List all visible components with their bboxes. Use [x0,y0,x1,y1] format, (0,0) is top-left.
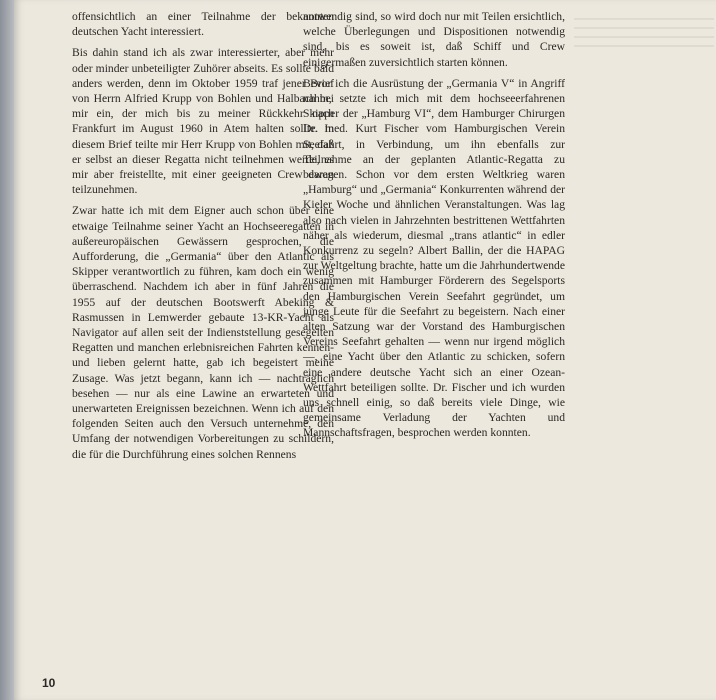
paragraph: offensichtlich an einer Teilnahme der bekannten deutschen Yacht interessiert. [72,10,334,39]
book-binding-edge [0,0,14,700]
paragraph: Bis dahin stand ich als zwar interessierter, aber mehr oder minder unbeteiligter Zuhörer abseits. Es sollte bald anders werden, denn im Oktober 1959 traf jener Brief von Herrn Alfried Krupp von Bohlen und Halbach bei mir ein, der mich bis zu meiner Rückkehr nach Frankfurt im August 1960 in Atem halten sollte. In diesem Brief teilte mir Herr Krupp von Bohlen mit, daß er selbst an dieser Regatta nicht teilnehmen werde, es mir aber freistellte, mit einer geeigneten Crew daran teilzunehmen. [72,46,334,197]
paragraph: Bevor ich die Ausrüstung der „Germania V“ in Angriff nahm, setzte ich mich mit dem hochseeerfahrenen Skipper der „Hamburg VI“, dem Hamburger Chirurgen Dr. med. Kurt Fischer vom Hamburgischen Verein Seefahrt, in Verbindung, um ihn ebenfalls zur Teilnahme an der geplanten Atlantic-Regatta zu bewegen. Schon vor dem ersten Weltkrieg waren „Hamburg“ und „Germania“ Konkurrenten während der Kieler Woche und ähnlichen Veranstaltungen. Was lag also nach vielen in Jahrzehnten bestrittenen Wettfahrten näher als wiederum, diesmal „trans atlantic“ in edler Konkurrenz zu segeln? Albert Ballin, der die HAPAG zur Weltgeltung brachte, hatte um die Jahrhundertwende zusammen mit Hamburger Förderern des Segelsports den Hamburgischen Verein Seefahrt gegründet, um junge Leute für die Seefahrt zu begeistern. Nach einer alten Satzung war der Vorstand des Hamburgischen Vereins Seefahrt gehalten — wenn nur irgend möglich —, eine Yacht über den Atlantic zu schicken, sofern eine andere deutsche Yacht sich an einer Ozean-Wettfahrt beteiligen sollte. Dr. Fischer und ich wurden uns schnell einig, so daß bereits viele Dinge, wie gemeinsame Verladung der Yachten und Mannschaftsfragen, besprochen werden konnten. [303,76,565,440]
paragraph: Zwar hatte ich mit dem Eigner auch schon über eine etwaige Teilnahme seiner Yacht an Hochseeregatten in außereuropäischen Gewässern gesprochen, die Aufforderung, die „Germania“ über den Atlantic als Skipper verantwortlich zu führen, kam doch ein wenig überraschend. Nachdem ich aber in fünf Jahren die 1955 auf der deutschen Bootswerft Abeking & Rasmussen in Lemwerder gebaute 13-KR-Yacht als Navigator auf allen seit der Indienststellung gesegelten Regatten und manchen erlebnisreichen Fahrten kennen- und lieben gelernt hatte, gab ich begeistert meine Zusage. Was jetzt begann, kann ich — nachträglich besehen — nur als eine Lawine an erwarteten und unerwarteten Ereignissen bezeichnen. Wenn ich auf den folgenden Seiten auch den Versuch unternehme, den Umfang der notwendigen Vorbereitungen zu schildern, die für die Durchführung eines solchen Rennens [72,204,334,461]
book-page [14,0,716,700]
text-column-left [72,9,334,468]
text-column-right [303,9,565,447]
page-number: 10 [42,676,56,690]
paragraph: notwendig sind, so wird doch nur mit Teilen ersichtlich, welche Überlegungen und Dispositionen notwendig sind, bis es soweit ist, daß Schiff und Crew einigermaßen zuversichtlich starten können. [303,10,565,69]
show-through-text [574,18,714,48]
